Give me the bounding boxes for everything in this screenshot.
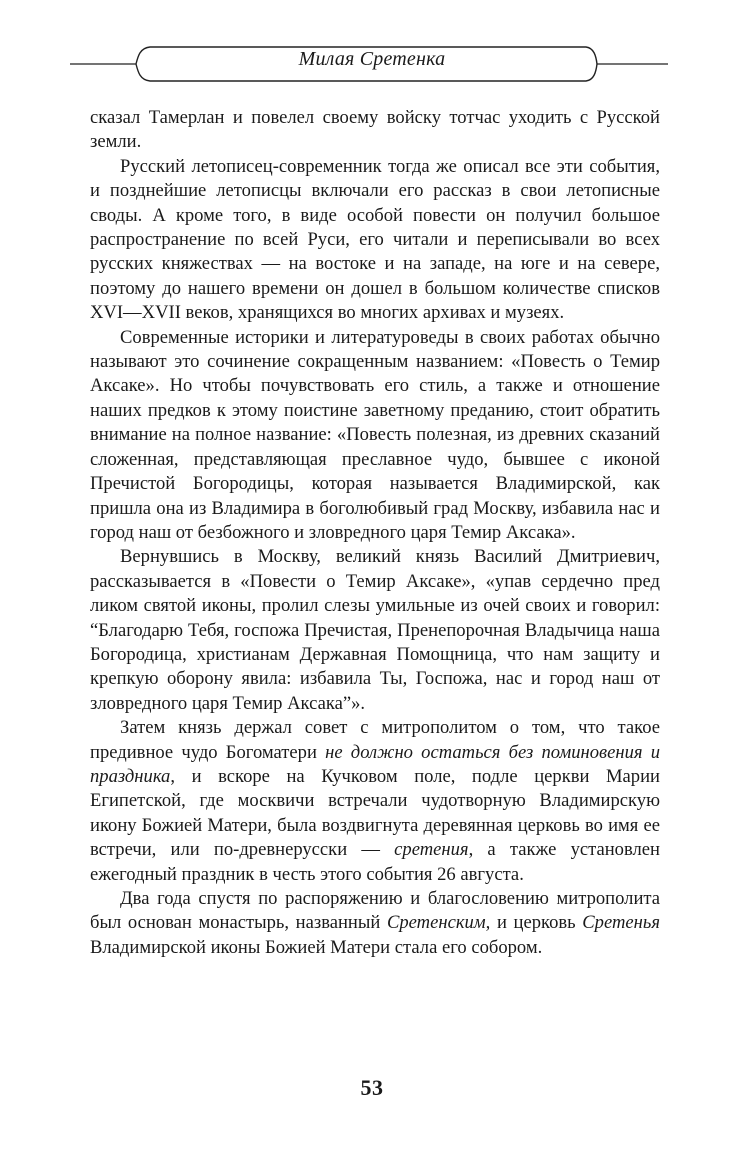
- paragraph: Современные историки и литературоведы в своих работах обычно называют это сочинение сокращенным названием: «Повесть о Темир Аксаке». Но чтобы почувствовать его стиль, а также и отношение наших предков к этому поистине заветному преданию, стоит обратить внимание на полное название: «Повесть полезная, из древних сказаний сложенная, представляющая преславное чудо, бывшее с иконой Пречистой Богородицы, которая называется Владимирской, как пришла она из Владимира в боголюбивый град Москву, избавила нас и город наш от безбожного и зловредного царя Темир Аксака».: [90, 326, 660, 543]
- emphasis: сретения: [394, 839, 469, 861]
- running-title: Милая Сретенка: [298, 48, 446, 70]
- emphasis: Сретенья: [582, 912, 660, 934]
- paragraph: Два года спустя по распоряжению и благословению митрополита был основан монастырь, названный Сретенским, и церковь Сретенья Владимирской иконы Божией Матери стала его собором.: [90, 888, 660, 958]
- paragraph: Вернувшись в Москву, великий князь Василий Дмитриевич, рассказывается в «Повести о Темир Аксаке», «упав сердечно пред ликом святой иконы, пролил слезы умильные из очей своих и говорил: “Благодарю Тебя, госпожа Пречистая, Пренепорочная Владычица наша Богородица, христианам Державная Помощница, что нам защиту и крепкую оборону явила: избавила Ты, Госпожа, нас и город наш от зловредного царя Темир Аксака”».: [90, 546, 660, 714]
- page-number: 53: [360, 1075, 384, 1100]
- paragraph: Русский летописец-современник тогда же описал все эти события, и позднейшие летописцы включали его рассказ в свои летописные своды. А кроме того, в виде особой повести он получил большое распространение по всей Руси, его читали и переписывали во всех русских княжествах — на востоке и на западе, на юге и на севере, поэтому до нашего времени он дошел в большом количестве списков XVI—XVII веков, хранящихся во многих архивах и музеях.: [90, 155, 660, 324]
- emphasis: Сретенским,: [386, 912, 491, 934]
- body-text: [90, 106, 660, 960]
- paragraph: Затем князь держал совет с митрополитом о том, что такое предивное чудо Богоматери не должно остаться без поминовения и праздника, и вскоре на Кучковом поле, подле церкви Марии Египетской, где москвичи встречали чудотворную Владимирскую икону Божией Матери, была воздвигнута деревянная церковь во имя ее встречи, или по-древнерусски — сретения, а также установлен ежегодный праздник в честь этого события 26 августа.: [90, 717, 661, 885]
- paragraph: сказал Тамерлан и повелел своему войску тотчас уходить с Русской земли.: [90, 107, 660, 153]
- emphasis: не должно остаться без поминовения и праздника: [90, 741, 661, 787]
- running-header: [0, 0, 744, 100]
